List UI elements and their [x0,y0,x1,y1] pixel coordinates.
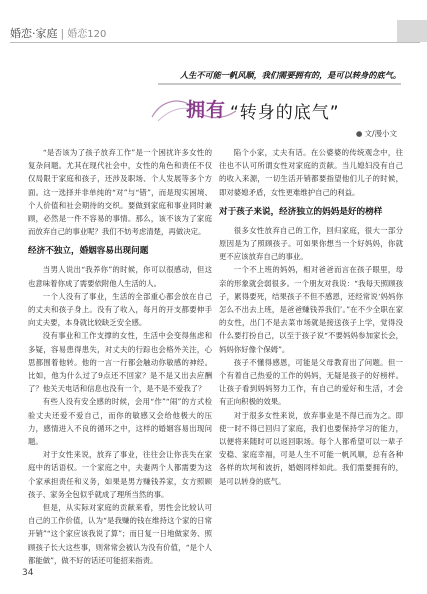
header-separator: | [60,27,65,40]
section-heading: 经济不独立，婚姻容易出现问题 [28,246,149,257]
byline-bullet-icon: ● [355,129,363,138]
paragraph: 孩子不懂得感恩，可能是父母教育出了问题。但一个有着自己热爱的工作的妈妈，无疑是孩子的好榜样。让孩子看到妈妈努力工作，有自己的爱好和生活，才会有正向积极的效果。 [219,357,403,407]
section-heading: 对于孩子来说，经济独立的妈妈是好的榜样 [219,206,383,217]
page-number: 34 [22,568,34,578]
left-column [28,146,212,567]
title-main-text: “转身的底气” [230,103,340,123]
paragraph: 有些人没有安全感的时候，会用“作”“闹”的方式检验丈夫还爱不爱自己，而你的敏感又会给他极大的压力，感情进入不良的循环之中，这样的婚姻容易出现问题。 [28,397,212,447]
tagline-rule [158,83,401,85]
article-title [148,93,378,127]
title-accent-word: 拥有 [186,99,227,121]
page-header [0,0,427,44]
author-name: 文/漫小文 [364,129,397,138]
byline [356,128,397,139]
right-column [219,146,403,488]
paragraph: 没有事业和工作支撑的女性，生活中会变得焦虑和多疑，容易患得患失，对丈夫的行踪也会格外关注，心思都围着他转。他的一言一行都会触动你敏感的神经。比如，他为什么过了9点还不回家？是不是又出去应酬了？他关天电话和信息也没有一个，是不是不爱我了？ [28,331,212,394]
paragraph: 一个不上班的妈妈，相对爸爸而言在孩子眼里，母亲的形象就会弱很多。一个朋友对我说：“我每天照顾孩子，累得要死，结果孩子不但不感恩，还经常说‘妈妈你怎么不出去上班，是爸爸赚钱养我们’。”在不少全职在家的女性，出门不是去菜市场就是接送孩子上学，觉得没什么要打扮自己，以至于孩子说“不要妈妈参加家长会，妈妈你好像个保姆”。 [219,265,403,354]
article-tagline: 人生不可能一帆风顺，我们需要拥有的，是可以转身的底气。 [179,70,401,80]
paragraph: 但是，从实际对家庭的贡献来看，男性会比较认可自己的工作价值，认为“是我赚的钱在维持这个家的日常开销”“这个家应该我说了算”；而日复一日地做家务、照顾孩子长大这些事，则常常会被认为没有价值，“是个人都能做”，做不好的话还可能招来指责。 [28,503,212,565]
paragraph: 很多女性放弃自己的工作，回归家庭，很大一部分原因是为了照顾孩子。可如果你想当一个好妈妈，你就更不应该放弃自己的事业。 [219,225,403,262]
paragraph: 陷个小家，丈夫有话。在公婆婆的传统观念中，往往也不认可所谓女性对家庭的贡献。当儿媳妇没有自己的收入来源，一切生活开销都要指望他们儿子的时候，即对婆媳矛盾，女性更难维护自己的利益。 [219,148,403,197]
issue-label: 婚恋120 [67,29,107,40]
paragraph: 对于女性来说，放弃了事业，往往会让你丧失在家庭中的话语权。一个家庭之中，夫妻两个人都需要为这个家承担责任和义务，如果是男方赚钱养家，女方照顾孩子、家务全包似乎就成了理所当然的事。 [28,450,212,499]
paragraph: “是否该为了孩子放弃工作”是一个困扰许多女性的复杂问题。尤其在现代社会中，女性的角色和责任不仅仅局限于家庭和孩子，还涉及职场、个人发展等多个方面。这一选择并非单纯的“对”与“错”，而是现实困境、个人价值和社会期待的交织。要做到家庭和事业同时兼顾，必然是一件不容易的事情。那么，该不该为了家庭而放弃自己的事业呢？我们不妨考虑清楚，再做决定。 [28,148,212,237]
paragraph: 一个人没有了事业，生活的全部重心都会放在自己的丈夫和孩子身上。没有了收入，每月的开支都要伸手向丈夫要，本身就比较缺乏安全感。 [28,291,212,328]
section-name: 婚恋·家庭 [10,27,58,40]
header-corner-block [397,20,427,42]
magazine-section-title [10,25,106,41]
paragraph: 当男人说出“我养你”的时候，你可以很感动，但这也意味着你成了需要依附他人生活的人。 [28,265,212,288]
header-divider [10,42,420,43]
paragraph: 对于很多女性来说，放弃事业是不得已而为之。即使一时不得已回归了家庭，我们也要保持学习的能力，以便将来随时可以返回职场。每个人都希望可以一辈子安稳、家庭幸福，可是人生不可能一帆风顺，总有各种各样的坎坷和波折，婚姻同样如此。我们需要拥有的，是可以转身的底气。 [219,410,403,486]
